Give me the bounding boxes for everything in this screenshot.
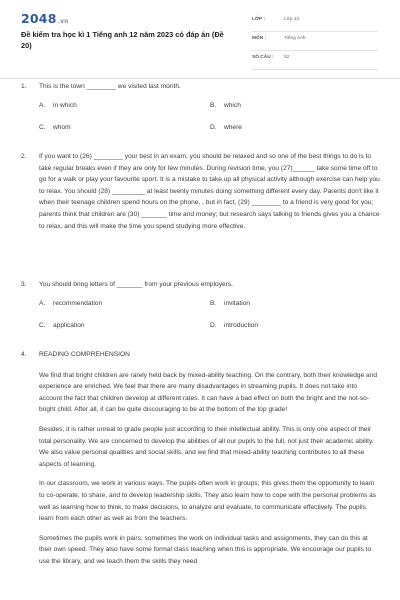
question-list	[0, 79, 400, 600]
question-text: This is the town ________ we visited last month.	[39, 83, 181, 90]
option-letter: D.	[210, 321, 217, 329]
option-text: introduction	[224, 321, 259, 329]
question-2	[21, 151, 381, 232]
option-c[interactable]	[39, 320, 210, 333]
option-text: where	[224, 123, 242, 131]
question-number: 2.	[21, 153, 27, 160]
meta-value: 52	[284, 55, 290, 60]
option-text: invitation	[224, 299, 251, 307]
question-text: If you want to (26) ________ your best in an exam, you should be relaxed and so one of the best things to do is to take regular breaks even if they are only for few minutes. During revision time, you (27)______ take some time off to go for a walk or play your favourite sport. It is a mistake to take up all physical activity although exercise can help you to relax. You should (28) _________ at least twenty minutes doing something different every day. Parents don't like it when their teenage children spend hours on the phone, , but in fact, (29) ________ to a friend is very good for you; parents think that children are (30) _______ time and money; but research says talking to friends gives you a chance to relax, and this will make the time you spend studying more effective.	[39, 153, 380, 230]
option-b[interactable]	[210, 298, 381, 311]
meta-value: Lớp 12	[284, 17, 300, 22]
site-logo[interactable]	[21, 11, 69, 26]
question-number: 3.	[21, 281, 27, 288]
option-text: application	[53, 321, 85, 329]
option-a[interactable]	[39, 298, 210, 311]
reading-paragraph: In our classroom, we work in various ways. The pupils often work in groups; this gives them the opportunity to learn to co-operate, to share, and to develop leadership skills. They also learn how to cope with the personal problems as well as learning how to think, to make decisions, to analyze and evaluate, to communicate effectively. The pupils learn from each other as well as from the teachers.	[39, 480, 377, 523]
answer-options	[39, 100, 381, 135]
meta-key: MÔN :	[252, 36, 267, 41]
question-number: 1.	[21, 83, 27, 90]
option-letter: C.	[39, 321, 46, 329]
question-number: 4.	[21, 351, 27, 358]
option-letter: D.	[210, 123, 217, 131]
option-b[interactable]	[210, 100, 381, 113]
meta-row-subject	[252, 32, 378, 51]
question-4	[21, 349, 381, 568]
reading-paragraph: Sometimes the pupils work in pairs; sometimes the work on individual tasks and assignments, they can do this at their own speed. They also have some formal class teaching when this is appropriate. We encourage our pupils to use the library, and we teach them the skills they need	[39, 534, 372, 565]
question-3	[21, 279, 381, 342]
option-letter: B.	[210, 299, 217, 307]
option-text: recommendation	[53, 299, 103, 307]
document-header	[0, 0, 400, 78]
option-text: whom	[53, 123, 71, 131]
meta-value: Tiếng Anh	[284, 36, 306, 41]
logo-suffix: .vn	[57, 18, 69, 25]
option-letter: A.	[39, 101, 46, 109]
meta-key: LỚP :	[252, 17, 266, 22]
meta-row-count	[252, 51, 378, 70]
document-title: Đề kiểm tra học kì 1 Tiếng anh 12 năm 2023 có đáp án (Đề 20)	[21, 30, 224, 50]
meta-key: SỐ CÂU :	[252, 55, 274, 60]
reading-paragraph: We find that bright children are rarely held back by mixed-ability teaching. On the contrary, both their knowledge and experience are enriched. We feel that there are many disadvantages in streaming pupils. It does not take into account the fact that children develop at different rates. It can have a bad effect on both the bright and the not-so-bright child. After all, it can be quite discouraging to be at the bottom of the top grade!	[39, 371, 378, 414]
question-1	[21, 81, 381, 144]
option-letter: A.	[39, 299, 46, 307]
section-heading: READING COMPREHENSION	[39, 351, 130, 358]
option-text: in which	[53, 101, 77, 109]
option-text: which	[224, 101, 241, 109]
answer-options	[39, 298, 381, 333]
reading-paragraph: Besides, it is rather unreal to grade people just according to their intellectual ability. This is only one aspect of their total personality. We are concerned to develop the abilities of all our pupils to the full, not just their academic ability. We also value personal qualities and social skills, and we find that mixed-ability teaching contributes to all these aspects of learning.	[39, 425, 374, 468]
option-d[interactable]	[210, 122, 381, 135]
meta-row-class	[252, 13, 378, 32]
logo-text: 2048	[21, 11, 57, 26]
question-text: You should bring letters of _______ from your previous employers.	[39, 281, 234, 288]
option-c[interactable]	[39, 122, 210, 135]
document-meta	[252, 13, 378, 70]
option-letter: C.	[39, 123, 46, 131]
option-d[interactable]	[210, 320, 381, 333]
option-letter: B.	[210, 101, 217, 109]
option-a[interactable]	[39, 100, 210, 113]
